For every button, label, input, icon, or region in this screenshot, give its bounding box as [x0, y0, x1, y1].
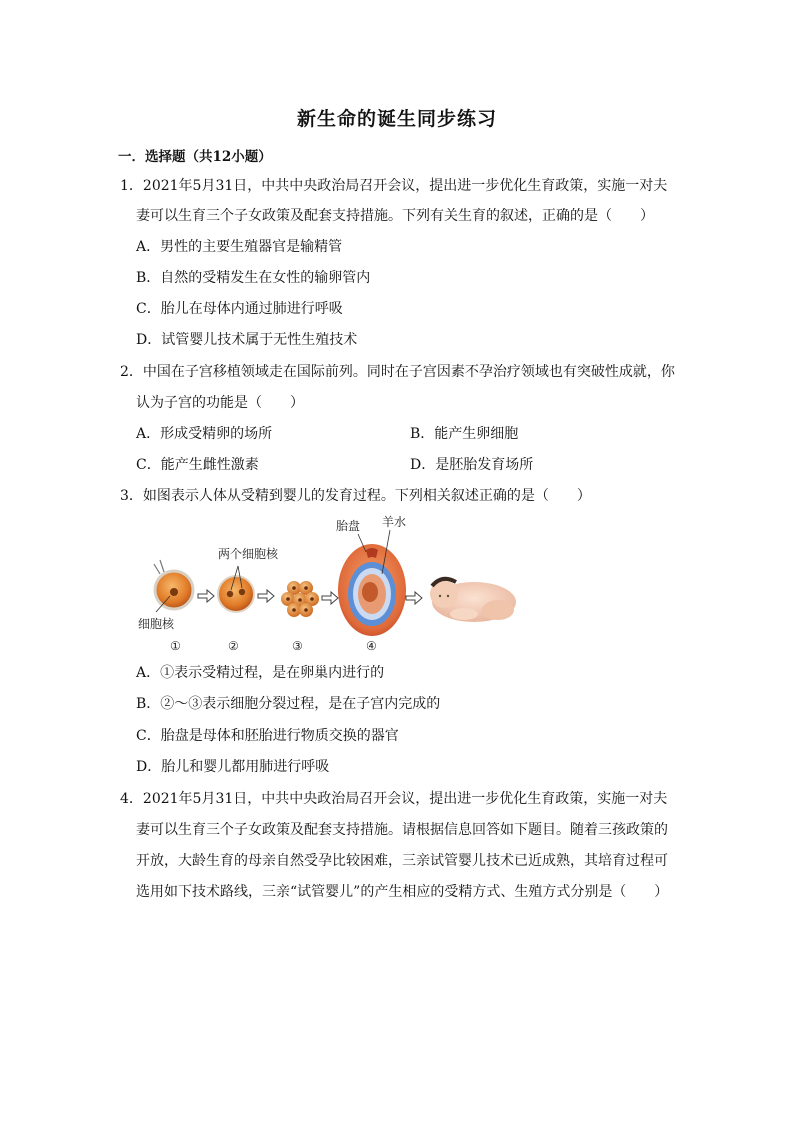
stage-2-label: ②	[228, 639, 239, 653]
question-3-option-a: A．①表示受精过程，是在卵巢内进行的	[136, 665, 385, 681]
question-2-option-b: B．能产生卵细胞	[410, 426, 519, 442]
question-3-option-c: C．胎盘是母体和胚胎进行物质交换的器官	[136, 728, 399, 744]
baby-image	[430, 579, 516, 622]
question-1-option-d: D．试管婴儿技术属于无性生殖技术	[136, 332, 358, 348]
question-1-option-b: B．自然的受精发生在女性的输卵管内	[136, 270, 371, 286]
stage-4-label: ④	[366, 639, 377, 653]
label-placenta: 胎盘	[336, 519, 361, 533]
question-4-stem-line-4: 选用如下技术路线，三亲“试管婴儿”的产生相应的受精方式、生殖方式分别是（ ）	[136, 884, 669, 900]
question-3-option-b: B．②～③表示细胞分裂过程，是在子宫内完成的	[136, 696, 441, 712]
page-title: 新生命的诞生同步练习	[296, 108, 497, 130]
question-1-stem-line-2: 妻可以生育三个子女政策及配套支持措施。下列有关生育的叙述，正确的是（ ）	[136, 208, 654, 224]
question-4-stem-line-2: 妻可以生育三个子女政策及配套支持措施。请根据信息回答如下题目。随着三孩政策的	[136, 822, 668, 838]
question-3-option-d: D．胎儿和婴儿都用肺进行呼吸	[136, 759, 330, 775]
stage-3-morula	[281, 581, 319, 653]
question-2-stem-line-2: 认为子宫的功能是（ ）	[136, 395, 304, 411]
label-two-nuclei: 两个细胞核	[218, 547, 279, 561]
label-nucleus: 细胞核	[138, 617, 175, 631]
stage-4-uterus	[336, 514, 406, 653]
question-4-stem-line-1: 4．2021年5月31日，中共中央政治局召开会议，提出进一步优化生育政策，实施一对夫	[120, 791, 668, 807]
question-2-option-a: A．形成受精卵的场所	[136, 426, 273, 442]
question-3-stem: 3．如图表示人体从受精到婴儿的发育过程。下列相关叙述正确的是（ ）	[120, 488, 591, 504]
arrow-4	[406, 592, 422, 604]
arrow-3	[322, 592, 338, 604]
question-2-stem-line-1: 2．中国在子宫移植领域走在国际前列。同时在子宫因素不孕治疗领域也有突破性成就，你	[120, 364, 675, 380]
question-2-option-c: C．能产生雌性激素	[136, 457, 259, 473]
question-1-option-c: C．胎儿在母体内通过肺进行呼吸	[136, 301, 343, 317]
label-amniotic-fluid: 羊水	[382, 515, 407, 529]
stage-1-label: ①	[170, 639, 181, 653]
arrow-2	[258, 590, 274, 602]
section-heading: 一．选择题（共12小题）	[118, 149, 272, 165]
development-figure	[134, 514, 526, 656]
stage-3-label: ③	[292, 639, 303, 653]
stage-1-egg	[138, 560, 193, 653]
question-1-stem-line-1: 1．2021年5月31日，中共中央政治局召开会议，提出进一步优化生育政策，实施一对夫	[120, 178, 668, 194]
question-4-stem-line-3: 开放，大龄生育的母亲自然受孕比较困难，三亲试管婴儿技术已近成熟，其培育过程可	[136, 853, 668, 869]
question-1-option-a: A．男性的主要生殖器官是输精管	[136, 239, 343, 255]
arrow-1	[198, 590, 214, 602]
question-2-option-d: D．是胚胎发育场所	[410, 457, 534, 473]
